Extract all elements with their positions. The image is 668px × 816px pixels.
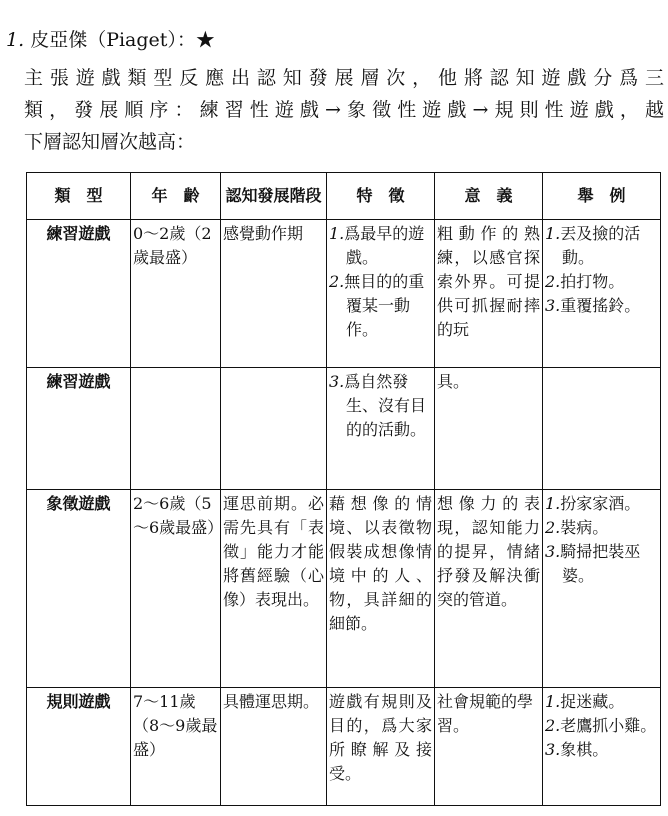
header-examples: 舉 例	[543, 173, 661, 220]
header-age: 年 齡	[131, 173, 221, 220]
table-row	[27, 688, 661, 806]
example-item: 3.象棋。	[545, 740, 609, 759]
table-row	[27, 368, 661, 490]
heading-number: 1.	[6, 29, 25, 51]
header-type: 類 型	[27, 173, 131, 220]
cell-meaning: 具。	[435, 368, 543, 490]
feature-item: 1.爲最早的遊戲。	[329, 224, 425, 267]
cell-meaning: 社會規範的學習。	[435, 688, 543, 806]
cell-age: 7～11歲（8～9歲最盛）	[131, 688, 221, 806]
intro-line: 主張遊戲類型反應出認知發展層次，他將認知遊戲分爲三	[24, 67, 664, 89]
example-item: 1.扮家家酒。	[545, 494, 641, 513]
feature-item: 3.爲自然發生、沒有目的的活動。	[329, 372, 427, 439]
example-item: 2.裝病。	[545, 518, 609, 537]
cell-meaning: 想像力的表現，認知能力的提昇，情緒抒發及解決衝突的管道。	[435, 490, 543, 688]
cell-features	[327, 368, 435, 490]
intro-line: 類，發展順序：練習性遊戲→象徵性遊戲→規則性遊戲，越	[24, 99, 664, 121]
cell-features: 遊戲有規則及目的，爲大家所瞭解及接受。	[327, 688, 435, 806]
cell-features	[327, 220, 435, 368]
cell-type: 規則遊戲	[27, 688, 131, 806]
feature-item: 2.無目的的重覆某一動作。	[329, 272, 425, 339]
table-row	[27, 490, 661, 688]
example-item: 1.捉迷藏。	[545, 692, 625, 711]
cell-age: 0～2歲（2歲最盛）	[131, 220, 221, 368]
table-header-row	[27, 173, 661, 220]
header-stage: 認知發展階段	[221, 173, 327, 220]
header-features: 特 徵	[327, 173, 435, 220]
cell-examples	[543, 490, 661, 688]
example-item: 2.老鷹抓小雞。	[545, 716, 657, 735]
cell-type: 象徵遊戲	[27, 490, 131, 688]
intro-paragraph	[24, 62, 664, 158]
example-item: 1.丟及撿的活動。	[545, 224, 641, 267]
cell-type: 練習遊戲	[27, 220, 131, 368]
cell-age	[131, 368, 221, 490]
piaget-play-table	[26, 172, 661, 806]
example-item: 3.重覆搖鈴。	[545, 296, 641, 315]
cell-features: 藉想像的情境、以表徵物假裝成想像情境中的人、物，具詳細的細節。	[327, 490, 435, 688]
table-row	[27, 220, 661, 368]
cell-type: 練習遊戲	[27, 368, 131, 490]
section-heading	[6, 28, 215, 52]
cell-age: 2～6歲（5～6歲最盛）	[131, 490, 221, 688]
intro-line: 下層認知層次越高：	[24, 131, 196, 153]
cell-stage: 具體運思期。	[221, 688, 327, 806]
cell-meaning: 粗動作的熟練，以感官探索外界。可提供可抓握耐摔的玩	[435, 220, 543, 368]
example-item: 3.騎掃把裝巫婆。	[545, 542, 641, 585]
heading-title: 皮亞傑（Piaget）：★	[30, 29, 215, 51]
cell-stage: 感覺動作期	[221, 220, 327, 368]
cell-stage	[221, 368, 327, 490]
cell-stage: 運思前期。必需先具有「表徵」能力才能將舊經驗（心像）表現出。	[221, 490, 327, 688]
cell-examples	[543, 220, 661, 368]
cell-examples	[543, 688, 661, 806]
example-item: 2.拍打物。	[545, 272, 625, 291]
header-meaning: 意 義	[435, 173, 543, 220]
cell-examples	[543, 368, 661, 490]
